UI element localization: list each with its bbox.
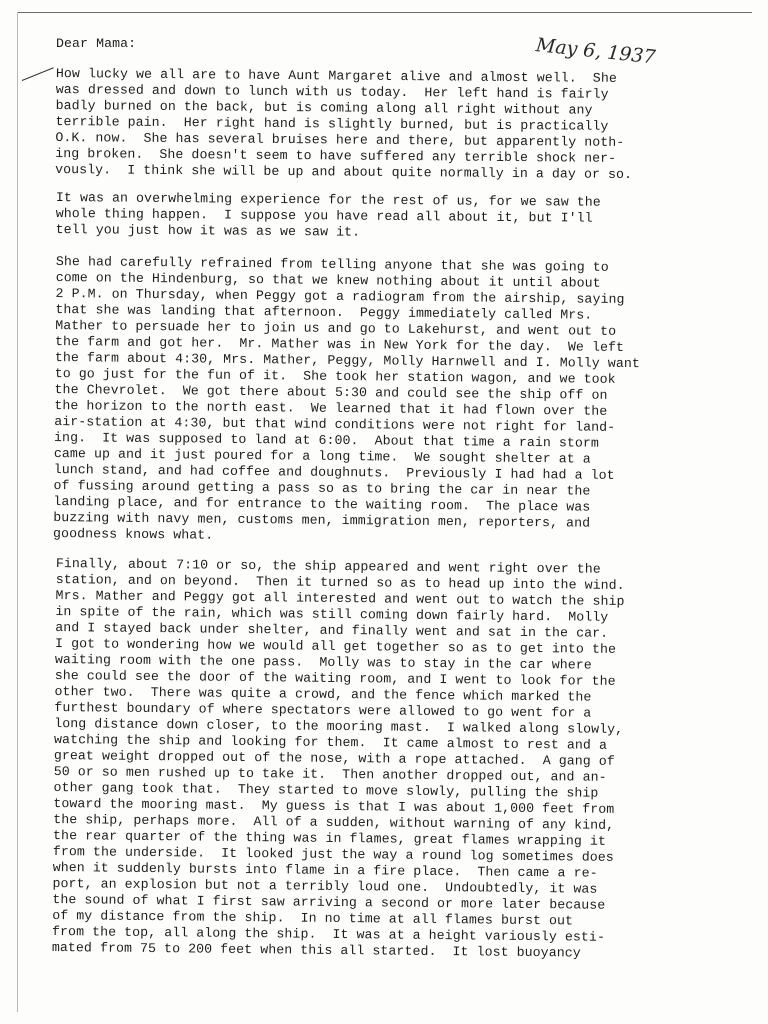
text-line: was dressed and down to lunch with us today. Her left hand is fairly: [55, 81, 609, 102]
text-line: the farm about 4:30, Mrs. Mather, Peggy, Molly Harnwell and I. Molly want: [54, 349, 640, 372]
text-line: other gang took that. They started to move slowly, pulling the ship: [53, 779, 599, 801]
text-line: furthest boundary of where spectators were allowed to go went for a: [54, 699, 592, 721]
text-line: mated from 75 to 200 feet when this all started. It lost buoyancy: [51, 939, 581, 961]
handwritten-date: May 6, 1937: [534, 34, 657, 69]
text-line: Mather to persuade her to join us and go to Lakehurst, and went out to: [55, 317, 617, 339]
paragraph-2: [56, 190, 716, 244]
text-line: the horizon to the north east. We learned that it had flown over the: [54, 397, 608, 419]
margin-pen-mark: [22, 67, 54, 81]
text-line: port, an explosion but not a terribly loud one. Undoubtedly, it was: [52, 875, 598, 897]
text-line: from the underside. It looked just the way a round log sometimes does: [52, 843, 614, 865]
text-line: when it suddenly bursts into flame in a fire place. Then came a re-: [52, 859, 598, 881]
text-line: in spite of the rain, which was still coming down fairly hard. Molly: [55, 603, 609, 625]
text-line: terrible pain. Her right hand is slightly burned, but is practically: [55, 113, 609, 134]
text-line: other two. There was quite a crowd, and the fence which marked the: [54, 683, 592, 705]
text-line: watching the ship and looking for them. It came almost to rest and a: [53, 731, 608, 753]
text-line: Finally, about 7:10 or so, the ship appeared and went right over the: [55, 556, 601, 577]
text-line: It was an overwhelming experience for the rest of us, for we saw the: [55, 190, 601, 210]
text-line: Mrs. Mather and Peggy got all interested and went out to watch the ship: [55, 587, 625, 609]
text-line: How lucky we all are to have Aunt Margaret alive and almost well. She: [55, 66, 617, 86]
page-top-edge: [18, 12, 752, 13]
text-line: came up and it just poured for a long time. We sought shelter at a: [53, 445, 591, 467]
text-line: badly burned on the back, but is coming along all right without any: [55, 97, 593, 118]
text-line: O.K. now. She has several bruises here and there, but apparently noth-: [55, 129, 625, 150]
text-line: landing place, and for entrance to the waiting room. The place was: [53, 493, 591, 515]
text-line: the sound of what I first saw arriving a second or more later because: [52, 891, 606, 913]
text-line: waiting room with the one pass. Molly was to stay in the car where: [54, 651, 592, 673]
paragraph-4: [52, 556, 716, 963]
text-line: the farm and got her. Mr. Mather was in New York for the day. We left: [55, 333, 625, 355]
text-line: the Chevrolet. We got there about 5:30 and could see the ship off on: [54, 381, 608, 403]
text-line: goodness knows what.: [52, 525, 214, 543]
text-line: come on the Hindenburg, so that we knew nothing about it until about: [55, 269, 601, 291]
text-line: buzzing with navy men, customs men, immigration men, reporters, and: [53, 509, 591, 531]
text-line: tell you just how it was as we saw it.: [55, 221, 361, 240]
text-line: and I stayed back under shelter, and finally went and sat in the car.: [55, 619, 609, 641]
text-line: air-station at 4:30, but that wind conditions were not right for land-: [54, 413, 616, 435]
text-line: ing. It was supposed to land at 6:00. About that time a rain storm: [53, 429, 600, 451]
text-line: She had carefully refrained from telling anyone that she was going to: [55, 254, 609, 275]
text-line: station, and on beyond. Then it turned so as to head up into the wind.: [55, 571, 625, 593]
letter-greeting: Dear Mama:: [56, 36, 137, 51]
text-line: 50 or so men rushed up to take it. Then another dropped out, and an-: [53, 763, 607, 785]
text-line: the rear quarter of the thing was in flames, great flames wrapping it: [52, 827, 607, 849]
text-line: of fussing around getting a pass so as to bring the car in near the: [53, 477, 591, 499]
paragraph-1: [55, 66, 716, 184]
text-line: I got to wondering how we would all get together so as to get into the: [55, 635, 617, 657]
text-line: ing broken. She doesn't seem to have suffered any terrible shock ner-: [55, 145, 617, 166]
text-line: she could see the door of the waiting room, and I went to look for the: [54, 667, 616, 689]
page-left-edge: [17, 12, 18, 1012]
text-line: toward the mooring mast. My guess is that I was about 1,000 feet from: [53, 795, 615, 817]
text-line: vously. I think she will be up and about quite normally in a day or so.: [55, 161, 633, 183]
text-line: long distance down closer, to the mooring mast. I walked along slowly,: [54, 715, 624, 737]
text-line: the ship, perhaps more. All of a sudden, without warning of any kind,: [53, 811, 615, 833]
text-line: 2 P.M. on Thursday, when Peggy got a radiogram from the airship, saying: [55, 285, 625, 307]
text-line: whole thing happen. I suppose you have read all about it, but I'll: [55, 205, 593, 226]
text-line: lunch stand, and had coffee and doughnuts. Previously I had had a lot: [53, 461, 615, 483]
text-line: to go just for the fun of it. She took her station wagon, and we took: [54, 365, 616, 387]
text-line: great weight dropped out of the nose, with a rope attached. A gang of: [53, 747, 615, 769]
text-line: from the top, all along the ship. It was at a height variously esti-: [51, 923, 606, 945]
paragraph-3: [53, 254, 716, 549]
text-line: of my distance from the ship. In no time at all flames burst out: [52, 907, 574, 929]
text-line: that she was landing that afternoon. Peggy immediately called Mrs.: [55, 301, 593, 323]
